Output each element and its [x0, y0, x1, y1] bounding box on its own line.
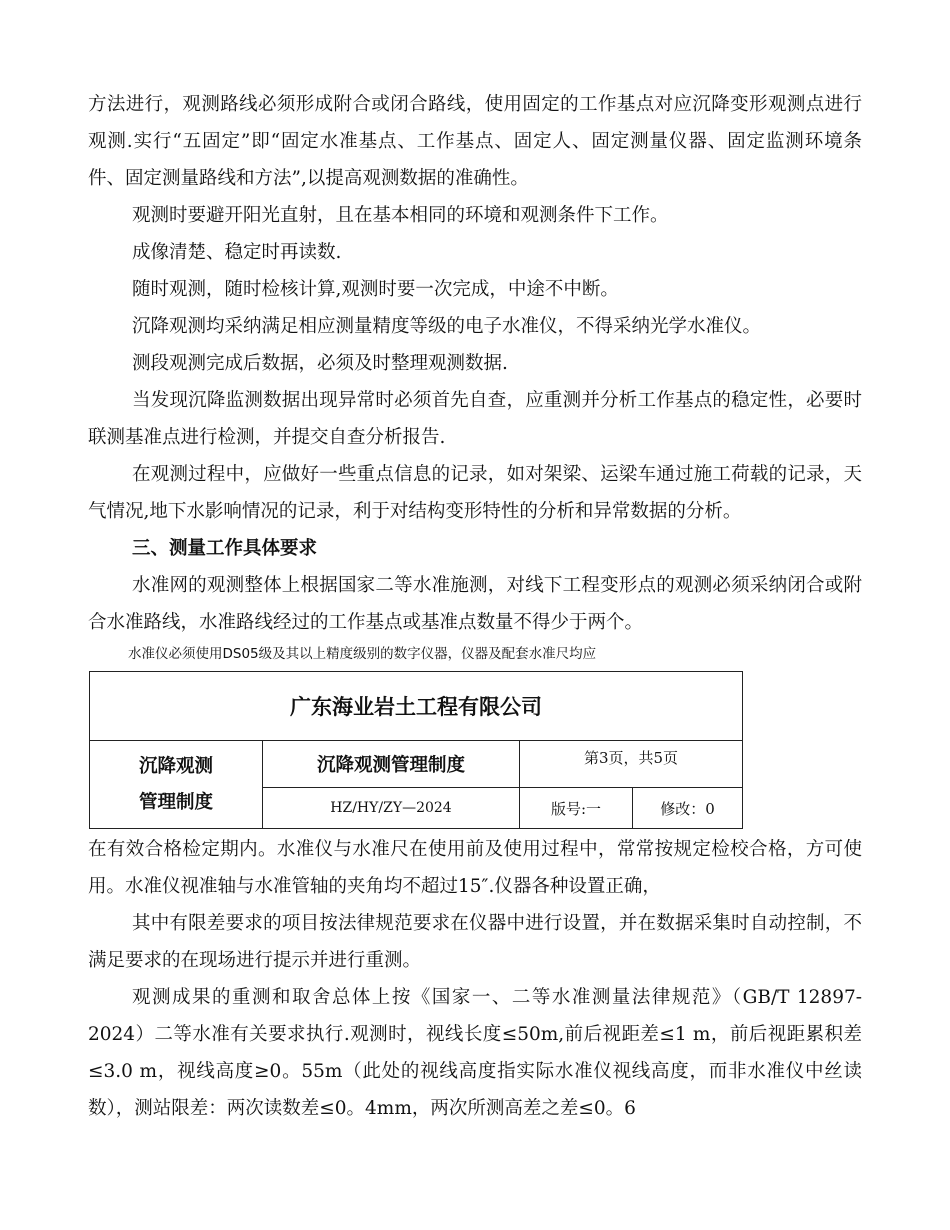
- paragraph-data-processing: 测段观测完成后数据，必须及时整理观测数据.: [132, 353, 508, 374]
- page-number: 第3页，共5页: [520, 741, 743, 788]
- document-category-line1: 沉降观测: [138, 755, 213, 777]
- document-page: [88, 86, 862, 1127]
- paragraph-clear-imaging: 成像清楚、稳定时再读数.: [132, 242, 342, 263]
- section-heading-3: 三、测量工作具体要求: [132, 538, 318, 559]
- paragraph-avoid-sunlight: 观测时要避开阳光直射，且在基本相同的环境和观测条件下工作。: [132, 205, 669, 226]
- paragraph-leveling-network: 水准网的观测整体上根据国家二等水准施测，对线下工程变形点的观测必须采纳闭合或附合水准路线，水准路线经过的工作基点或基准点数量不得少于两个。: [88, 575, 862, 633]
- document-title: 沉降观测管理制度: [263, 741, 520, 788]
- paragraph-record-keeping: 在观测过程中，应做好一些重点信息的记录，如对架梁、运梁车通过施工荷载的记录，天气情况,地下水影响情况的记录，利于对结构变形特性的分析和异常数据的分析。: [88, 464, 862, 522]
- document-category-line2: 管理制度: [138, 791, 213, 813]
- paragraph-observation-method: 方法进行，观测路线必须形成附合或闭合路线，使用固定的工作基点对应沉降变形观测点进行观测.实行“五固定”即“固定水准基点、工作基点、固定人、固定测量仪器、固定监测环境条件、固定测量路线和方法”,以提高观测数据的准确性。: [88, 94, 862, 189]
- paragraph-tolerance-settings: 其中有限差要求的项目按法律规范要求在仪器中进行设置，并在数据采集时自动控制，不满足要求的在现场进行提示并进行重测。: [88, 913, 862, 971]
- document-category: [90, 741, 263, 829]
- document-code: HZ/HY/ZY—2024: [263, 788, 520, 829]
- document-header-table: [89, 671, 743, 829]
- paragraph-abnormal-data: 当发现沉降监测数据出现异常时必须首先自查，应重测并分析工作基点的稳定性，必要时联测基准点进行检测，并提交自查分析报告.: [88, 390, 862, 448]
- paragraph-calibration-period: 在有效合格检定期内。水准仪与水准尺在使用前及使用过程中，常常按规定检校合格，方可使用。水准仪视准轴与水准管轴的夹角均不超过15″.仪器各种设置正确，: [88, 839, 862, 897]
- note-instrument-requirement: 水准仪必须使用DS05级及其以上精度级别的数字仪器，仪器及配套水准尺均应: [128, 646, 597, 662]
- paragraph-observation-standards: 观测成果的重测和取舍总体上按《国家一、二等水准测量法律规范》（GB/T 12897-2024）二等水准有关要求执行.观测时，视线长度≤50m,前后视距差≤1 m，前后视距累积差≤3.0 m，视线高度≥0。55m（此处的视线高度指实际水准仪视线高度，而非水准仪中丝读数），测站限差：两次读数差≤0。4mm，两次所测高差之差≤0。6: [88, 987, 862, 1119]
- paragraph-electronic-level: 沉降观测均采纳满足相应测量精度等级的电子水准仪，不得采纳光学水准仪。: [132, 316, 762, 337]
- version-number: 版号:一: [520, 788, 633, 829]
- company-name: 广东海业岩土工程有限公司: [90, 672, 743, 741]
- paragraph-continuous-observation: 随时观测，随时检核计算,观测时要一次完成，中途不中断。: [132, 279, 619, 300]
- revision-number: 修改：0: [633, 788, 743, 829]
